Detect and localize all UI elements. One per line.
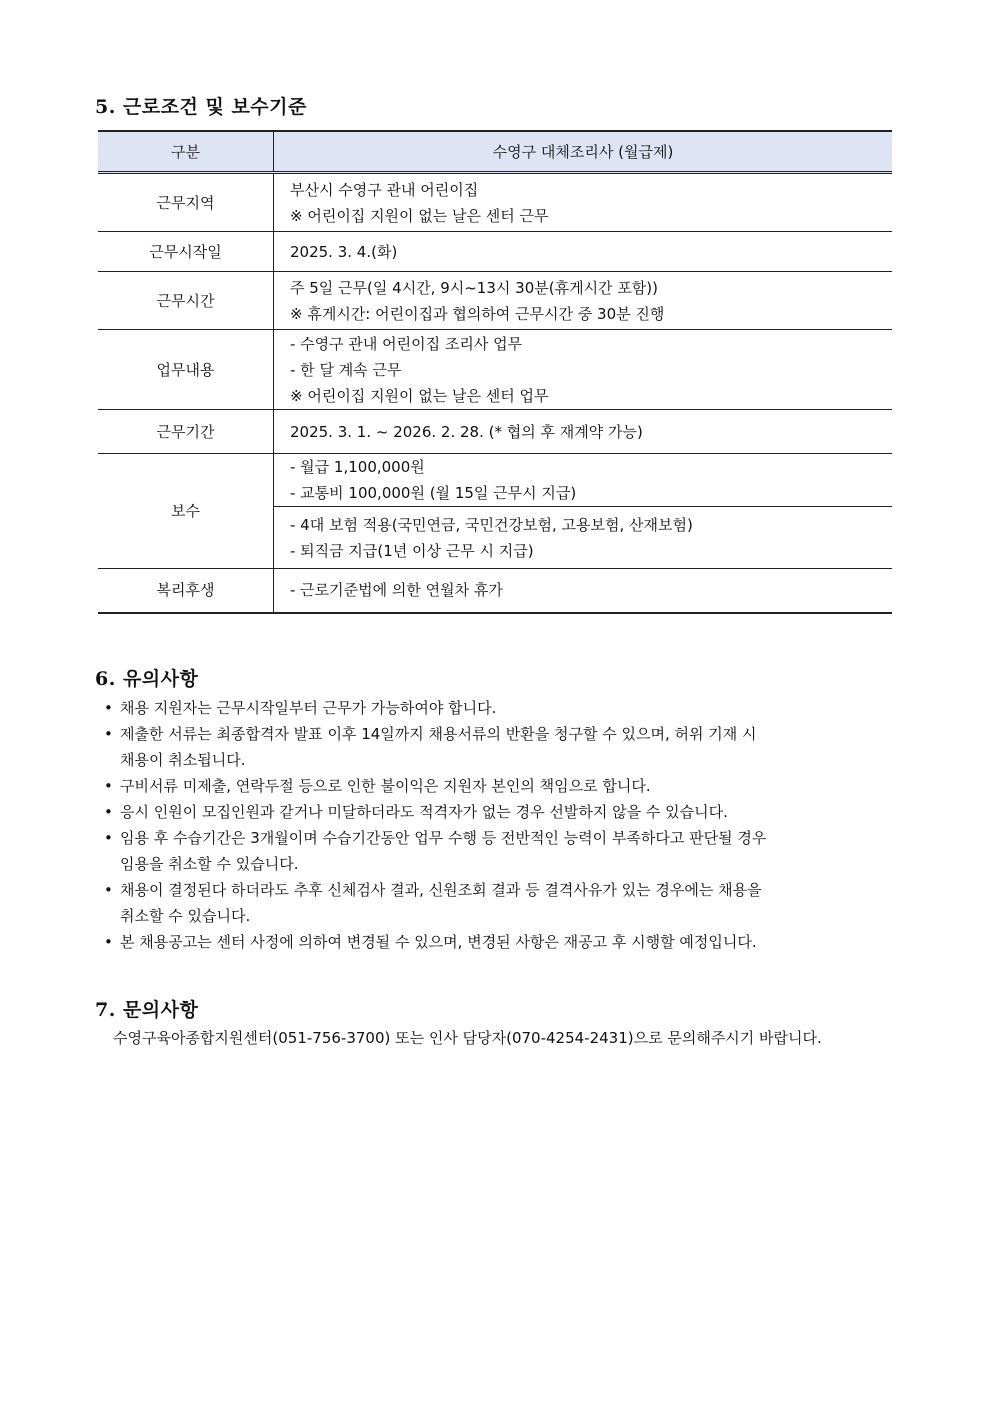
list-item-text: 채용 지원자는 근무시작일부터 근무가 가능하여야 합니다.: [120, 699, 497, 717]
list-item: [104, 929, 894, 955]
row-value: [274, 410, 893, 454]
row-label: 보수: [98, 454, 274, 569]
row-label: 복리후생: [98, 569, 274, 613]
table-row: [98, 173, 892, 232]
bullet-icon: •: [104, 803, 113, 821]
list-item-text: 본 채용공고는 센터 사정에 의하여 변경될 수 있으며, 변경된 사항은 재공고 후 시행할 예정입니다.: [120, 933, 757, 951]
row-value-line: - 월급 1,100,000원: [290, 458, 425, 476]
table-row: [98, 569, 892, 613]
row-label: 근무시작일: [98, 232, 274, 272]
contact-text: 수영구육아종합지원센터(051-756-3700) 또는 인사 담당자(070-4254-2431)으로 문의해주시기 바랍니다.: [113, 1029, 822, 1047]
row-label: 업무내용: [98, 330, 274, 410]
table-row: [98, 454, 892, 507]
row-value-line: 2025. 3. 4.(화): [290, 242, 398, 261]
row-value-line: - 교통비 100,000원 (월 15일 근무시 지급): [290, 484, 577, 502]
list-item-text: 제출한 서류는 최종합격자 발표 이후 14일까지 채용서류의 반환을 청구할 수 있으며, 허위 기재 시: [120, 725, 757, 743]
row-value-line: 주 5일 근무(일 4시간, 9시~13시 30분(휴게시간 포함)): [290, 278, 658, 297]
list-item-text: 채용이 결정된다 하더라도 추후 신체검사 결과, 신원조회 결과 등 결격사유가 있는 경우에는 채용을: [120, 881, 762, 899]
row-value: [274, 330, 893, 410]
row-value: [274, 173, 893, 232]
row-value: [274, 454, 893, 507]
section-5-title: 5. 근로조건 및 보수기준: [95, 96, 307, 118]
list-item-text: 채용이 취소됩니다.: [120, 751, 246, 769]
bullet-icon: •: [104, 829, 113, 847]
row-value: [274, 232, 893, 272]
header-category: 구분: [98, 131, 274, 173]
notes-list: [104, 695, 894, 955]
bullet-icon: •: [104, 881, 113, 899]
list-item-text: 구비서류 미제출, 연락두절 등으로 인한 불이익은 지원자 본인의 책임으로 합니다.: [120, 777, 651, 795]
section-6-title: 6. 유의사항: [95, 668, 199, 690]
row-value-line: - 수영구 관내 어린이집 조리사 업무: [290, 334, 523, 353]
bullet-icon: •: [104, 699, 113, 717]
list-item: [104, 877, 894, 929]
row-value-line: - 근로기준법에 의한 연월차 휴가: [290, 581, 503, 600]
table-row: [98, 410, 892, 454]
list-item: [104, 773, 894, 799]
table-row: [98, 272, 892, 330]
list-item: [104, 721, 894, 773]
row-value-line: 부산시 수영구 관내 어린이집: [290, 180, 479, 199]
row-value-line: - 퇴직금 지급(1년 이상 근무 시 지급): [290, 541, 534, 560]
header-position: 수영구 대체조리사 (월급제): [274, 131, 893, 173]
table-row: [98, 330, 892, 410]
list-item: [104, 695, 894, 721]
row-value-line: - 4대 보험 적용(국민연금, 국민건강보험, 고용보험, 산재보험): [290, 515, 693, 534]
row-value-line: ※ 어린이집 지원이 없는 날은 센터 근무: [290, 206, 549, 225]
bullet-icon: •: [104, 933, 113, 951]
row-value: [274, 507, 893, 569]
list-item-text: 취소할 수 있습니다.: [120, 907, 251, 925]
row-value-line: ※ 어린이집 지원이 없는 날은 센터 업무: [290, 386, 549, 405]
row-label: 근무기간: [98, 410, 274, 454]
section-7-title: 7. 문의사항: [95, 999, 199, 1021]
row-label: 근무시간: [98, 272, 274, 330]
row-value: [274, 569, 893, 613]
list-item: [104, 825, 894, 877]
list-item-text: 임용 후 수습기간은 3개월이며 수습기간동안 업무 수행 등 전반적인 능력이 부족하다고 판단될 경우: [120, 829, 767, 847]
list-item: [104, 799, 894, 825]
row-label: 근무지역: [98, 173, 274, 232]
row-value: [274, 272, 893, 330]
bullet-icon: •: [104, 725, 113, 743]
table-row: [98, 232, 892, 272]
bullet-icon: •: [104, 777, 113, 795]
list-item-text: 응시 인원이 모집인원과 같거나 미달하더라도 적격자가 없는 경우 선발하지 않을 수 있습니다.: [120, 803, 728, 821]
row-value-line: ※ 휴게시간: 어린이집과 협의하여 근무시간 중 30분 진행: [290, 304, 665, 323]
row-value-line: - 한 달 계속 근무: [290, 360, 402, 379]
work-conditions-table: [98, 130, 892, 614]
table-header-row: [98, 131, 892, 173]
list-item-text: 임용을 취소할 수 있습니다.: [120, 855, 299, 873]
row-value-line: 2025. 3. 1. ~ 2026. 2. 28. (* 협의 후 재계약 가능): [290, 422, 643, 441]
